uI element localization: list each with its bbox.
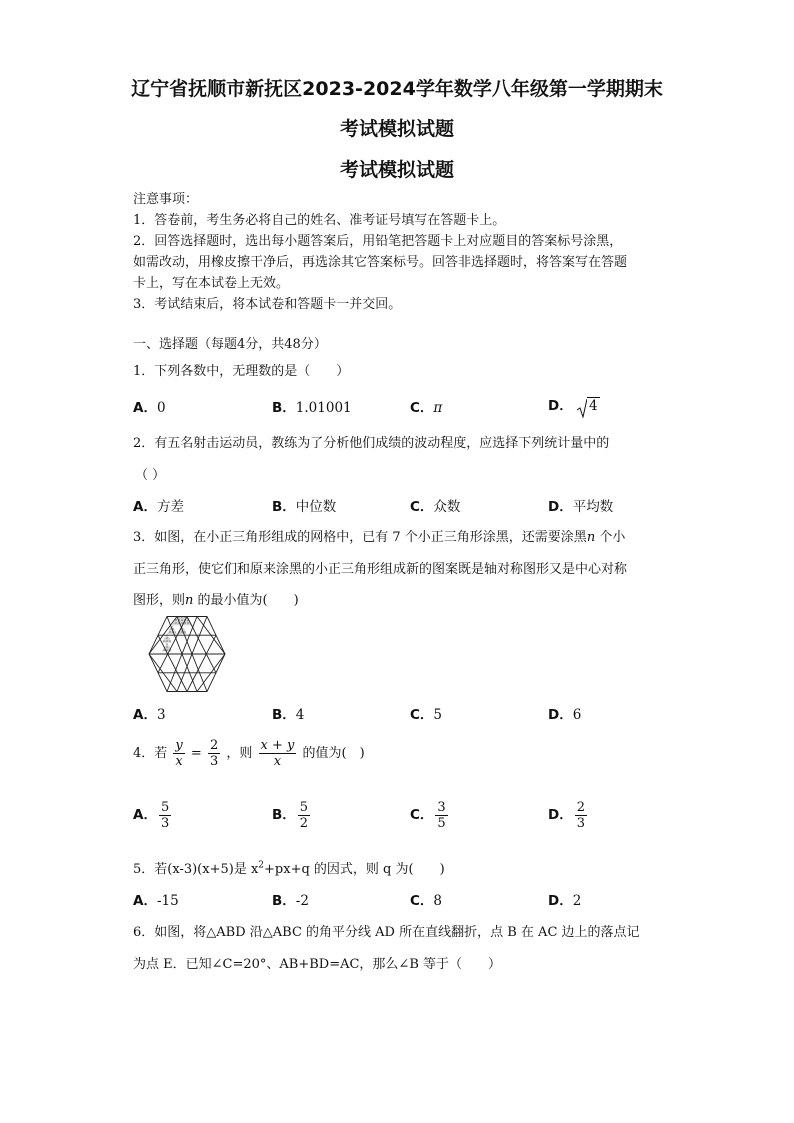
q3-option-a: A．3	[133, 707, 166, 723]
notice-item-2a: 2．回答选择题时，选出每小题答案后，用铅笔把答题卡上对应题目的答案标号涂黑，	[133, 234, 623, 249]
q4-option-d: D． $\frac{2}{3}$	[548, 800, 585, 831]
q4-option-a: A． $\frac{5}{3}$	[133, 800, 170, 831]
q2-option-b: B．中位数	[272, 499, 337, 515]
q1-stem: 1．下列各数中，无理数的是（ ）	[133, 364, 350, 379]
sqrt-symbol: 4	[577, 398, 600, 414]
q5-stem: 5．若(x-3)(x+5)是 $x^2+px+q$ 的因式，则 q 为( )	[133, 860, 445, 877]
q2-stem-line1: 2．有五名射击运动员，教练为了分析他们成绩的波动程度，应选择下列统计量中的	[133, 436, 610, 451]
q2-option-d: D．平均数	[548, 499, 614, 515]
q4-fraction-2-over-3: $\frac{2}{3}$	[209, 738, 219, 769]
q2-option-a: A．方差	[133, 499, 184, 515]
exam-title-line3: 考试模拟试题	[339, 159, 454, 181]
q4-option-c: C． $\frac{3}{5}$	[410, 800, 446, 831]
notice-item-2c: 卡上，写在本试卷上无效。	[133, 276, 290, 291]
q2-option-c: C．众数	[410, 499, 461, 515]
shaded-triangles	[162, 617, 192, 652]
q3-stem-line3: 图形，则n 的最小值为( )	[133, 593, 299, 608]
q3-option-c: C．5	[410, 707, 443, 723]
q3-option-d: D．6	[548, 707, 582, 723]
notice-heading: 注意事项：	[133, 192, 199, 207]
q1-option-c: C．π	[410, 400, 443, 416]
q4-option-b: B． $\frac{5}{2}$	[272, 800, 309, 831]
q4-stem: 4．若 $\frac{y}{x}$ = $\frac{2}{3}$ ，则 $\frac{x + y}{x}$ 的值为( )	[133, 738, 365, 769]
q5-option-c: C．8	[410, 893, 443, 909]
q3-option-b: B．4	[272, 707, 305, 723]
q3-stem-line2: 正三角形，使它们和原来涂黑的小正三角形组成新的图案既是轴对称图形又是中心对称	[133, 562, 628, 577]
q5-option-a: A．-15	[133, 893, 179, 909]
triangle-grid-figure	[148, 616, 226, 692]
exam-title-line1: 辽宁省抚顺市新抚区2023-2024学年数学八年级第一学期期末	[131, 78, 663, 100]
exam-title-line2: 考试模拟试题	[339, 118, 454, 140]
q6-stem-line1: 6．如图，将△ABD 沿△ABC 的角平分线 AD 所在直线翻折，点 B 在 AC 边上的落点记	[133, 925, 640, 940]
q1-option-a: A．0	[133, 400, 166, 416]
q6-stem-line2: 为点 E．已知∠C=20°、AB+BD=AC，那么∠B 等于（ ）	[133, 957, 502, 972]
q5-option-d: D．2	[548, 893, 582, 909]
notice-item-1: 1．答卷前，考生务必将自己的姓名、准考证号填写在答题卡上。	[133, 213, 506, 228]
q3-stem-line1: 3．如图，在小正三角形组成的网格中，已有 7 个小正三角形涂黑，还需要涂黑n 个小	[133, 530, 626, 545]
q1-option-b: B．1.01001	[272, 400, 352, 416]
q2-stem-line2: （ ）	[135, 468, 166, 483]
grid-lines	[149, 617, 225, 692]
q4-fraction-xy-over-x: $\frac{x + y}{x}$	[260, 738, 295, 769]
q1-option-d: D． 4	[548, 394, 600, 414]
q4-fraction-y-over-x: $\frac{y}{x}$	[175, 738, 183, 769]
notice-item-2b: 如需改动，用橡皮擦干净后，再选涂其它答案标号。回答非选择题时，将答案写在答题	[133, 255, 628, 270]
section-heading: 一、选择题（每题4分，共48分）	[133, 337, 327, 352]
q5-option-b: B．-2	[272, 893, 309, 909]
notice-item-3: 3．考试结束后，将本试卷和答题卡一并交回。	[133, 297, 402, 312]
